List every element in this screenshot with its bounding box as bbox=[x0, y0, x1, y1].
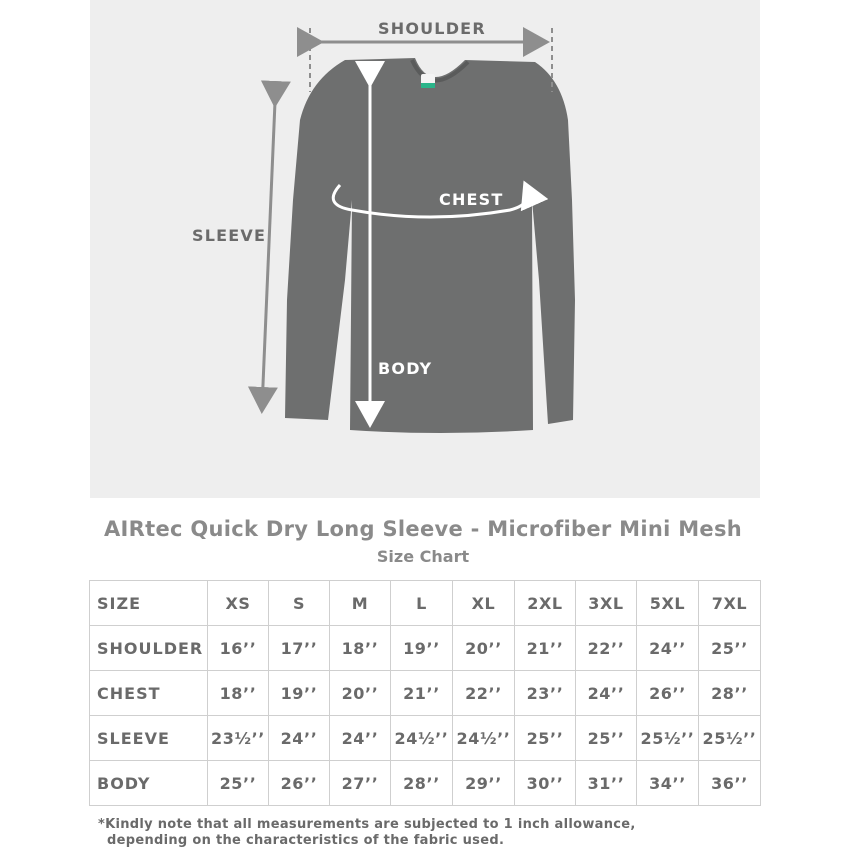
measurement-value-cell: 24’’ bbox=[330, 716, 391, 761]
measurement-value-cell: 20’’ bbox=[453, 626, 515, 671]
measurement-label-cell: SLEEVE bbox=[90, 716, 208, 761]
measurement-value-cell: 25’’ bbox=[699, 626, 761, 671]
measurement-value-cell: 24½’’ bbox=[391, 716, 453, 761]
measurement-value-cell: 20’’ bbox=[330, 671, 391, 716]
measurement-value-cell: 25’’ bbox=[208, 761, 269, 806]
size-header-cell: 7XL bbox=[699, 581, 761, 626]
body-label: BODY bbox=[378, 359, 433, 378]
measurement-value-cell: 34’’ bbox=[637, 761, 699, 806]
measurement-value-cell: 28’’ bbox=[391, 761, 453, 806]
page-title: AIRtec Quick Dry Long Sleeve - Microfiber Mini Mesh bbox=[103, 517, 743, 541]
measurement-value-cell: 25½’’ bbox=[637, 716, 699, 761]
size-header-cell: L bbox=[391, 581, 453, 626]
table-row bbox=[90, 671, 761, 716]
measurement-value-cell: 24’’ bbox=[576, 671, 637, 716]
garment-diagram bbox=[90, 0, 760, 498]
measurement-value-cell: 18’’ bbox=[330, 626, 391, 671]
measurement-value-cell: 25’’ bbox=[515, 716, 576, 761]
size-header-cell: XS bbox=[208, 581, 269, 626]
measurement-value-cell: 29’’ bbox=[453, 761, 515, 806]
footnote-line-2: depending on the characteristics of the fabric used. bbox=[107, 833, 505, 848]
measurement-value-cell: 24’’ bbox=[269, 716, 330, 761]
size-header-cell: XL bbox=[453, 581, 515, 626]
measurement-label-cell: SHOULDER bbox=[90, 626, 208, 671]
measurement-value-cell: 26’’ bbox=[269, 761, 330, 806]
table-header-row bbox=[90, 581, 761, 626]
size-column-header: SIZE bbox=[90, 581, 208, 626]
measurement-value-cell: 21’’ bbox=[515, 626, 576, 671]
measurement-value-cell: 16’’ bbox=[208, 626, 269, 671]
measurement-label-cell: BODY bbox=[90, 761, 208, 806]
shoulder-label: SHOULDER bbox=[378, 19, 486, 38]
table-row bbox=[90, 761, 761, 806]
size-table-body bbox=[90, 581, 761, 806]
measurement-value-cell: 26’’ bbox=[637, 671, 699, 716]
measurement-value-cell: 23½’’ bbox=[208, 716, 269, 761]
measurement-value-cell: 19’’ bbox=[391, 626, 453, 671]
measurement-value-cell: 21’’ bbox=[391, 671, 453, 716]
sleeve-label: SLEEVE bbox=[192, 226, 267, 245]
measurement-value-cell: 24’’ bbox=[637, 626, 699, 671]
measurement-value-cell: 28’’ bbox=[699, 671, 761, 716]
measurement-value-cell: 30’’ bbox=[515, 761, 576, 806]
measurement-value-cell: 18’’ bbox=[208, 671, 269, 716]
size-header-cell: S bbox=[269, 581, 330, 626]
measurement-value-cell: 22’’ bbox=[453, 671, 515, 716]
measurement-value-cell: 27’’ bbox=[330, 761, 391, 806]
measurement-value-cell: 23’’ bbox=[515, 671, 576, 716]
measurement-value-cell: 31’’ bbox=[576, 761, 637, 806]
measurement-value-cell: 24½’’ bbox=[453, 716, 515, 761]
footnote-line-1: *Kindly note that all measurements are subjected to 1 inch allowance, bbox=[98, 817, 636, 832]
table-row bbox=[90, 626, 761, 671]
size-header-cell: M bbox=[330, 581, 391, 626]
measurement-value-cell: 25½’’ bbox=[699, 716, 761, 761]
measurement-value-cell: 22’’ bbox=[576, 626, 637, 671]
table-row bbox=[90, 716, 761, 761]
size-header-cell: 5XL bbox=[637, 581, 699, 626]
size-chart-table bbox=[89, 580, 761, 806]
measurement-value-cell: 36’’ bbox=[699, 761, 761, 806]
size-header-cell: 2XL bbox=[515, 581, 576, 626]
page-subtitle: Size Chart bbox=[376, 547, 470, 566]
footnote bbox=[98, 817, 636, 849]
size-header-cell: 3XL bbox=[576, 581, 637, 626]
measurement-value-cell: 25’’ bbox=[576, 716, 637, 761]
measurement-value-cell: 17’’ bbox=[269, 626, 330, 671]
measurement-label-cell: CHEST bbox=[90, 671, 208, 716]
shirt-illustration bbox=[90, 0, 760, 498]
chest-label: CHEST bbox=[439, 190, 504, 209]
sleeve-arrow bbox=[262, 102, 275, 408]
measurement-value-cell: 19’’ bbox=[269, 671, 330, 716]
